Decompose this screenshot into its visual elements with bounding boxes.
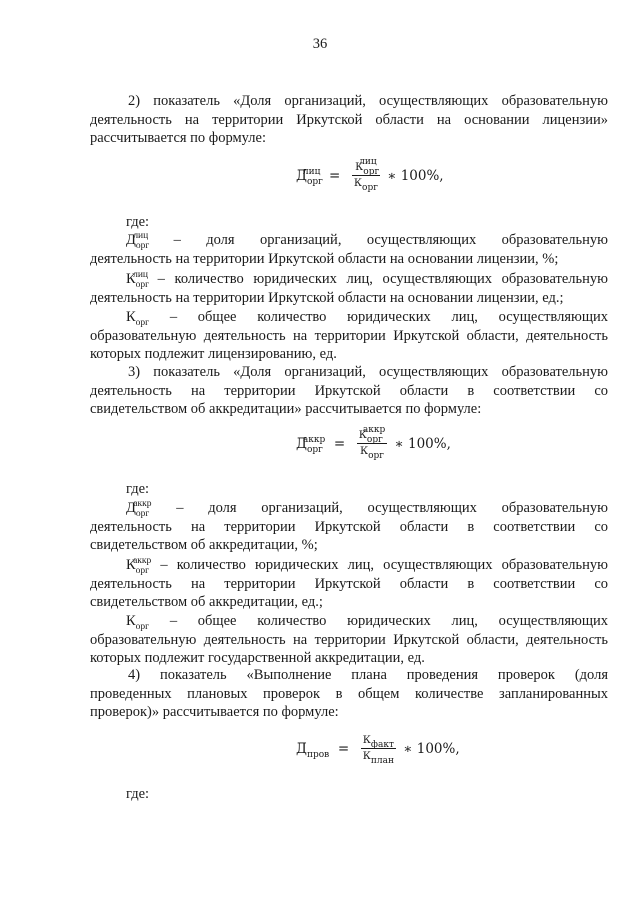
item3-definition-count-accredited: $К_{орг}^{аккр}$ – количество юридических лиц, осуществляющих образовательную деятельность на территории Иркутской области в соответствии со свидетельством об аккредитации, ед.; (90, 556, 608, 610)
item2-formula: $Д_{орг}^{лиц}$ = $\frac{\text{Корглиц}}{\text{Корг}}$ ∗ 100%, (296, 157, 444, 193)
item2-intro (90, 92, 608, 148)
item4-formula-fraction: $\frac{\text{Кфакт}}{\text{Кплан}}$ (362, 734, 394, 766)
item3-formula-fraction: $\frac{\text{Коргаккр}}{\text{Корг}}$ (358, 425, 386, 461)
item2-intro-line1: 2) показатель «Доля организаций, осуществляющих образовательную (128, 93, 608, 109)
item2-definition-share: $Д_{орг}^{лиц}$ – доля организаций, осуществляющих образовательную деятельность на территории Иркутской области на основании лицензии, %; (90, 231, 608, 267)
item2-intro-line2: деятельность на территории Иркутской области на основании лицензии» (90, 111, 608, 128)
item2-definition-count-licensed: $К_{орг}^{лиц}$ – количество юридических лиц, осуществляющих образовательную деятельность на территории Иркутской области на основании лицензии, ед.; (90, 270, 608, 306)
item4-formula: $Д_{пров}$ = $\frac{\text{Кфакт}}{\text{Кплан}}$ ∗ 100%, (296, 734, 460, 766)
item4-intro: 4) показатель «Выполнение плана проведения проверок (доля проведенных плановых проверок в общем количестве запланированных проверок)» рассчитывается по формуле: (90, 667, 608, 720)
item3-formula: $Д_{орг}^{аккр}$ = $\frac{\text{Коргаккр}}{\text{Корг}}$ ∗ 100%, (296, 425, 451, 461)
item3-intro: 3) показатель «Доля организаций, осуществляющих образовательную деятельность на территории Иркутской области в соответствии со свидетельством об аккредитации» рассчитывается по формуле: (90, 364, 608, 417)
item3-definition-total: $К_{орг}$ – общее количество юридических лиц, осуществляющих образовательную деятельность на территории Иркутской области, деятельность которых подлежит государственной аккредитации, ед. (90, 613, 608, 666)
item2-intro-line3: рассчитывается по формуле: (90, 130, 266, 146)
item4-formula-lhs: $Д_{пров}$ (296, 740, 330, 760)
item4-where: где: (126, 786, 150, 802)
item3-formula-tail: ∗ 100%, (394, 435, 451, 452)
item2-formula-fraction: $\frac{\text{Корглиц}}{\text{Корг}}$ (353, 157, 380, 193)
item4-formula-tail: ∗ 100%, (403, 740, 460, 757)
item2-formula-tail: ∗ 100%, (387, 167, 444, 184)
item2-definition-total: $К_{орг}$ – общее количество юридических лиц, осуществляющих образовательную деятельность на территории Иркутской области, деятельность которых подлежит лицензированию, ед. (90, 309, 608, 362)
item2-where: где: (126, 214, 150, 230)
item3-formula-lhs: $Д_{орг}^{аккр}$ (296, 434, 326, 455)
item3-where: где: (126, 481, 150, 497)
item2-formula-lhs: $Д_{орг}^{лиц}$ (296, 166, 323, 187)
item3-definition-share: $Д_{орг}^{аккр}$ – доля организаций, осуществляющих образовательную деятельность на территории Иркутской области в соответствии со свидетельством об аккредитации, %; (90, 499, 608, 553)
page-number: 36 (312, 36, 328, 52)
